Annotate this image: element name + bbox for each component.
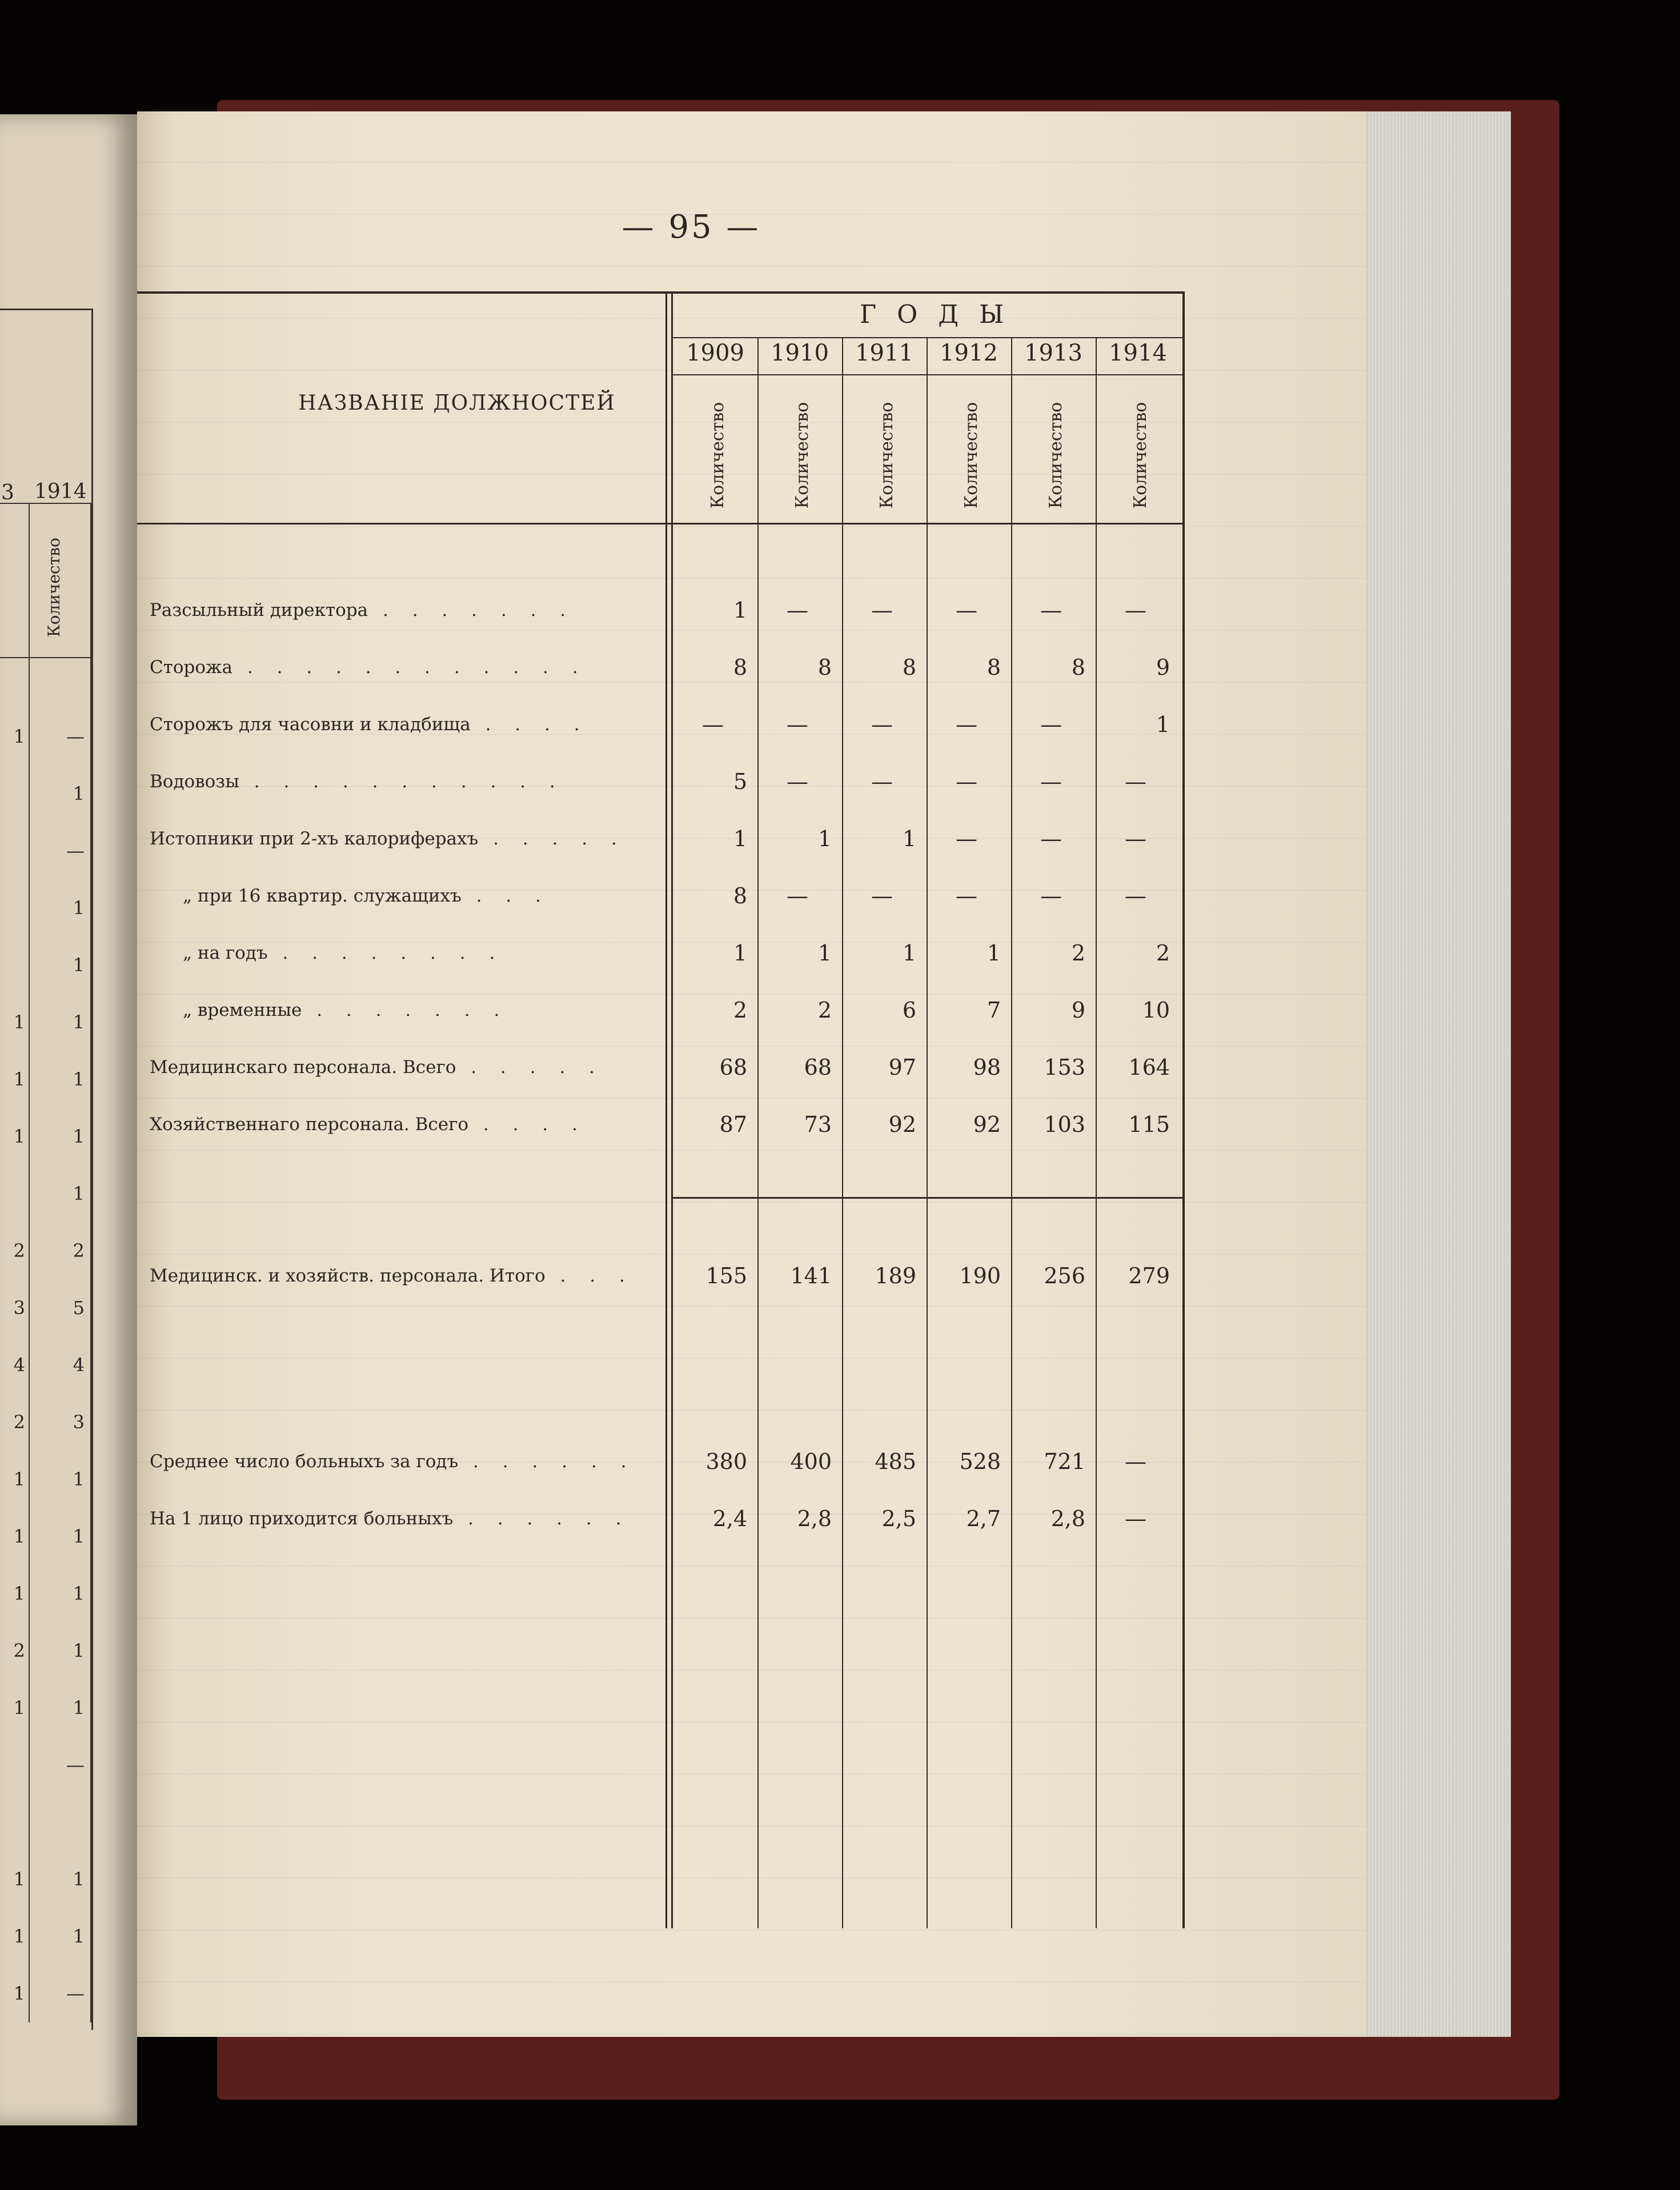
table-cell: — [702, 712, 724, 737]
leader-dots: . . . . . [456, 1057, 604, 1078]
quantity-header [789, 363, 823, 523]
table-cell: 8 [817, 655, 832, 680]
name-column-double-rule [665, 291, 667, 1928]
name-column-double-rule [671, 291, 673, 1928]
table-cell: 1 [733, 826, 747, 851]
row-label-text: Разсыльный директора [150, 600, 368, 620]
quantity-header [958, 363, 992, 523]
left-page-year-fragment: 3 [1, 481, 14, 505]
table-cell: — [1125, 826, 1146, 851]
year-column-rule [1011, 337, 1012, 1928]
quantity-header-label: Количество [1130, 402, 1150, 509]
table-cell: 1 [987, 940, 1001, 966]
left-page-cell: 4 [73, 1354, 85, 1376]
leader-dots: . . . . . [478, 828, 626, 849]
table-cell: 721 [1044, 1449, 1085, 1474]
row-label [150, 1451, 635, 1472]
quantity-header-label: Количество [877, 402, 897, 509]
table-cell: 92 [973, 1112, 1001, 1137]
year-column-rule [842, 337, 843, 1928]
table-cell: 1 [733, 598, 747, 623]
table-cell: — [1040, 826, 1062, 851]
table-cell: 2 [733, 998, 747, 1023]
table-cell: — [1040, 712, 1062, 737]
table-cell: — [1040, 883, 1062, 908]
left-page-cell: 1 [13, 1583, 25, 1604]
row-label-text: Истопники при 2-хъ калориферахъ [150, 828, 479, 849]
left-page-cell: 1 [13, 1526, 25, 1547]
row-label [150, 1114, 587, 1135]
year-header-1910: 1910 [771, 340, 829, 366]
left-page-cell: 1 [73, 1183, 85, 1204]
left-page-cell: 1 [73, 1126, 85, 1147]
table-cell: 141 [790, 1263, 832, 1288]
table-cell: 7 [987, 998, 1001, 1023]
quantity-header-label: Количество [792, 402, 812, 509]
left-page-cell: 2 [73, 1240, 85, 1262]
left-page-cell: — [66, 726, 85, 747]
left-page-quantity-label: Количество [45, 538, 63, 637]
table-cell: — [956, 826, 977, 851]
table-cell: 8 [733, 655, 747, 680]
header-bottom-rule [137, 523, 1182, 525]
table-cell: 8 [987, 655, 1001, 680]
table-cell: 256 [1044, 1263, 1085, 1288]
leader-dots: . . . . . . . [368, 600, 575, 620]
row-label-text: Хозяйственнаго персонала. Всего [150, 1114, 469, 1135]
left-facing-page [0, 114, 137, 2125]
table-cell: 400 [790, 1449, 832, 1474]
table-cell: — [956, 769, 977, 794]
table-cell: 528 [959, 1449, 1001, 1474]
table-top-rule [137, 291, 1182, 294]
row-label [183, 943, 504, 963]
quantity-header [1043, 363, 1077, 523]
leader-dots: . . . . . . . . . . . . [232, 657, 587, 678]
table-right-rule [1182, 291, 1185, 1928]
left-page-cell: 1 [13, 1925, 25, 1947]
row-label [150, 1266, 634, 1286]
quantity-header [873, 363, 908, 523]
table-cell: 10 [1142, 998, 1170, 1023]
left-page-cell: 1 [13, 726, 25, 747]
left-page-cell: — [66, 840, 85, 862]
table-cell: 2,8 [1050, 1506, 1085, 1531]
total-separator-rule [673, 1197, 1182, 1199]
left-page-cell: 1 [73, 1640, 85, 1661]
table-cell: — [1125, 1449, 1146, 1474]
table-cell: 155 [705, 1263, 747, 1288]
table-cell: 68 [804, 1055, 832, 1080]
left-page-cell: 1 [13, 1983, 25, 2004]
row-label-text: Медицинскаго персонала. Всего [150, 1057, 456, 1078]
left-page-rule [0, 657, 91, 658]
left-page-cell: 1 [73, 1011, 85, 1033]
table-cell: 6 [902, 998, 916, 1023]
year-header-1913: 1913 [1024, 340, 1082, 366]
row-label-text: Сторожа [150, 657, 233, 678]
table-cell: — [787, 769, 808, 794]
row-label [150, 657, 587, 678]
row-label [183, 1000, 508, 1020]
left-page-cell: 1 [73, 1868, 85, 1890]
table-cell: 1 [733, 940, 747, 966]
leader-dots: . . . [545, 1266, 634, 1286]
table-cell: 2,5 [881, 1506, 916, 1531]
row-label [150, 600, 575, 620]
left-page-cell: 1 [73, 783, 85, 804]
year-header-1912: 1912 [940, 340, 998, 366]
left-page-cell: 3 [73, 1411, 85, 1433]
row-label [150, 714, 589, 735]
row-label-text: „ на годъ [183, 943, 268, 963]
table-cell: 485 [875, 1449, 916, 1474]
table-cell: — [1125, 1506, 1146, 1531]
left-page-cell: 1 [73, 1526, 85, 1547]
left-page-cell: 1 [73, 1583, 85, 1604]
row-label [150, 828, 626, 849]
left-page-cell: 2 [13, 1640, 25, 1661]
year-header-1914: 1914 [1109, 340, 1167, 366]
left-page-cell: 1 [73, 1697, 85, 1719]
row-label [183, 886, 550, 906]
table-cell: — [1125, 883, 1146, 908]
table-cell: 2 [1071, 940, 1085, 966]
leader-dots: . . . . . . . . . . . [239, 771, 564, 792]
table-cell: 2 [1156, 940, 1170, 966]
table-cell: 9 [1156, 655, 1170, 680]
table-cell: — [871, 883, 893, 908]
year-header-1909: 1909 [686, 340, 744, 366]
quantity-header [704, 363, 739, 523]
left-page-cell: 1 [73, 1925, 85, 1947]
table-cell: 380 [705, 1449, 747, 1474]
table-cell: 8 [902, 655, 916, 680]
quantity-header-label: Количество [961, 402, 981, 509]
left-page-cell: 4 [13, 1354, 25, 1376]
leader-dots: . . . . . . . . [267, 943, 504, 963]
table-cell: 279 [1128, 1263, 1170, 1288]
table-cell: 2 [817, 998, 832, 1023]
table-cell: 9 [1071, 998, 1085, 1023]
leader-dots: . . . . [468, 1114, 587, 1135]
leader-dots: . . . . . . [453, 1508, 631, 1529]
table-cell: 98 [973, 1055, 1001, 1080]
left-page-rule [0, 503, 91, 504]
left-page-column-rule [29, 503, 30, 2023]
table-cell: 97 [888, 1055, 916, 1080]
left-page-cell: 1 [13, 1697, 25, 1719]
row-label [150, 1508, 630, 1529]
table-cell: — [956, 712, 977, 737]
leader-dots: . . . . [470, 714, 589, 735]
right-page [137, 111, 1365, 2037]
quantity-header-label: Количество [1046, 402, 1066, 509]
leader-dots: . . . . . . [458, 1451, 636, 1472]
table-cell: — [871, 712, 893, 737]
row-label [150, 771, 564, 792]
table-cell: 190 [959, 1263, 1001, 1288]
left-page-cell: 1 [13, 1468, 25, 1490]
row-label-text: „ при 16 квартир. служащихъ [183, 886, 462, 906]
left-page-cell: 5 [73, 1297, 85, 1319]
table-cell: 8 [733, 883, 747, 908]
gody-bottom-rule [673, 337, 1182, 338]
row-label-text: Сторожъ для часовни и кладбища [150, 714, 471, 735]
table-cell: 115 [1128, 1112, 1170, 1137]
page-number: — 95 — [622, 209, 761, 246]
row-label [150, 1057, 604, 1078]
table-cell: 73 [804, 1112, 832, 1137]
table-cell: 164 [1128, 1055, 1170, 1080]
left-page-column-rule [90, 503, 91, 2023]
table-cell: — [787, 598, 808, 623]
table-cell: 1 [902, 826, 916, 851]
left-page-cell: 1 [73, 1068, 85, 1090]
table-cell: 68 [719, 1055, 747, 1080]
left-page-cell: 1 [73, 1468, 85, 1490]
quantity-header-label: Количество [708, 402, 728, 509]
left-page-cell: 1 [13, 1126, 25, 1147]
table-cell: — [1040, 598, 1062, 623]
left-page-cell: 2 [13, 1411, 25, 1433]
left-page-cell: 1 [13, 1068, 25, 1090]
left-page-cell: 3 [13, 1297, 25, 1319]
page-stack-edge [1362, 111, 1511, 2037]
left-page-cell: 1 [13, 1011, 25, 1033]
table-cell: 1 [817, 940, 832, 966]
table-cell: 8 [1071, 655, 1085, 680]
left-page-cell: — [66, 1754, 85, 1776]
year-column-rule [927, 337, 928, 1928]
table-cell: 1 [1156, 712, 1170, 737]
row-label-text: На 1 лицо приходится больныхъ [150, 1508, 454, 1529]
table-cell: — [1125, 769, 1146, 794]
table-cell: 189 [875, 1263, 916, 1288]
left-page-cell: 1 [73, 897, 85, 919]
left-page-cell: 2 [13, 1240, 25, 1262]
table-cell: 153 [1044, 1055, 1085, 1080]
table-cell: — [956, 883, 977, 908]
table-cell: 92 [888, 1112, 916, 1137]
row-label-text: Водовозы [150, 771, 239, 792]
left-page-quantity-header [45, 517, 85, 654]
table-cell: — [787, 712, 808, 737]
table-cell: 5 [733, 769, 747, 794]
leader-dots: . . . [461, 886, 550, 906]
years-bottom-rule [673, 374, 1182, 375]
years-group-label: ГОДЫ [860, 300, 1025, 329]
table-cell: 1 [902, 940, 916, 966]
table-cell: 103 [1044, 1112, 1085, 1137]
positions-column-header: НАЗВАНІЕ ДОЛЖНОСТЕЙ [298, 391, 616, 415]
table-cell: — [871, 598, 893, 623]
row-label-text: „ временные [183, 1000, 302, 1020]
quantity-header [1127, 363, 1161, 523]
left-page-year: 1914 [34, 480, 87, 503]
table-cell: 87 [719, 1112, 747, 1137]
table-cell: — [787, 883, 808, 908]
left-page-cell: 1 [73, 954, 85, 976]
table-cell: — [956, 598, 977, 623]
row-label-text: Среднее число больныхъ за годъ [150, 1451, 459, 1472]
row-label-text: Медицинск. и хозяйств. персонала. Итого [150, 1266, 546, 1286]
table-cell: — [1040, 769, 1062, 794]
table-cell: 2,8 [797, 1506, 832, 1531]
leader-dots: . . . . . . . [302, 1000, 509, 1020]
left-page-cell: 1 [13, 1868, 25, 1890]
year-header-1911: 1911 [855, 340, 913, 366]
table-cell: — [1125, 598, 1146, 623]
table-cell: — [871, 769, 893, 794]
table-cell: 1 [817, 826, 832, 851]
year-column-rule [757, 337, 759, 1928]
left-page-cell: — [66, 1983, 85, 2004]
table-cell: 2,7 [966, 1506, 1001, 1531]
year-column-rule [1096, 337, 1097, 1928]
table-cell: 2,4 [712, 1506, 747, 1531]
